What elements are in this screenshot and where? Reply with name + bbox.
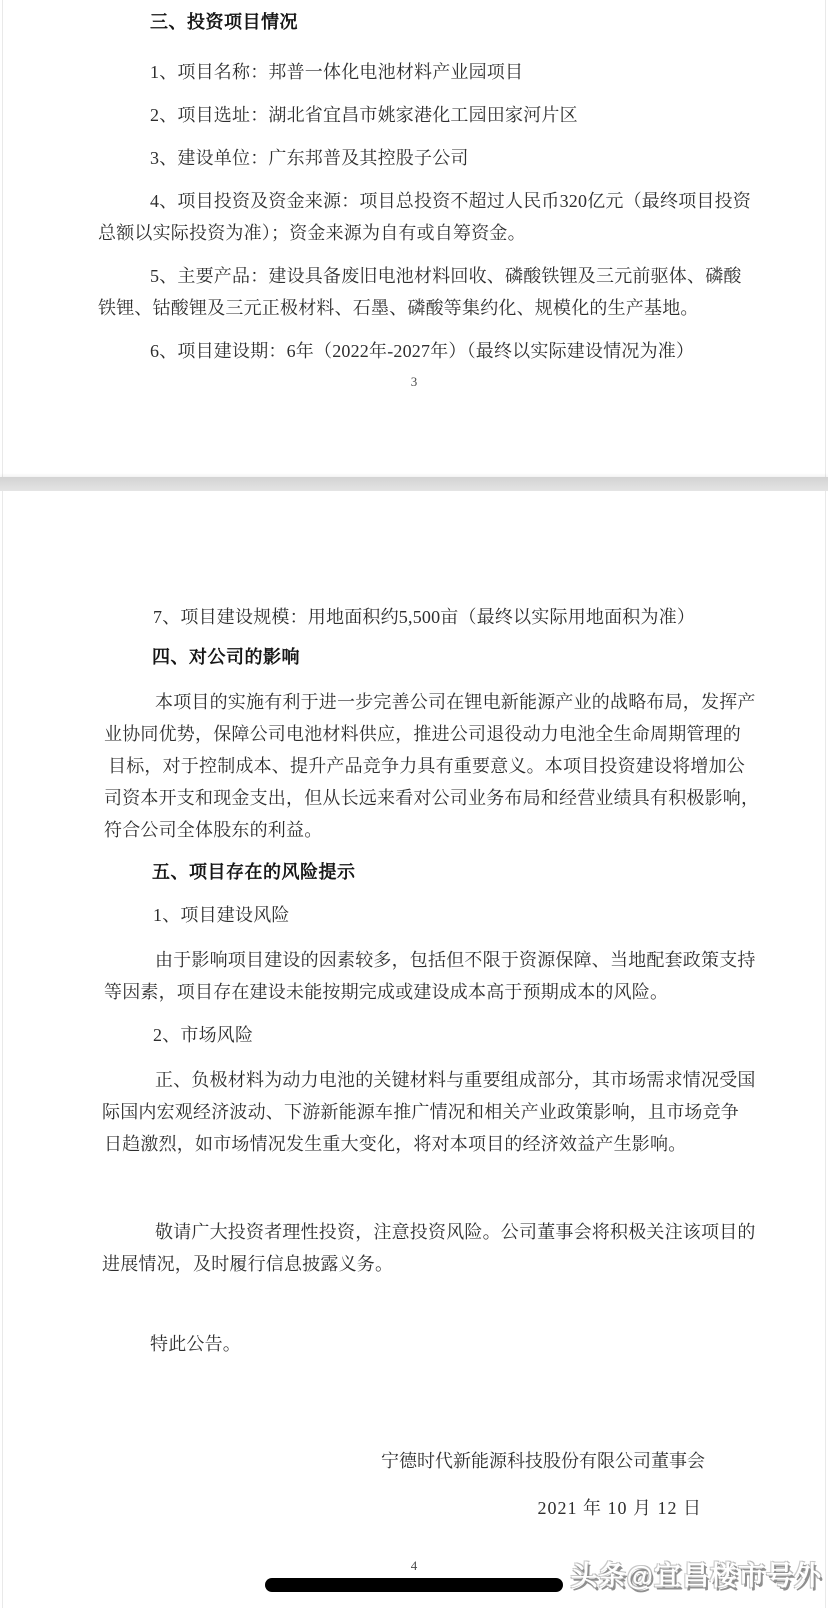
- doc-line: 4、项目投资及资金来源：项目总投资不超过人民币320亿元（最终项目投资: [150, 191, 751, 211]
- doc-line: 7、项目建设规模：用地面积约5,500亩（最终以实际用地面积为准）: [153, 607, 696, 627]
- doc-line: 5、主要产品：建设具备废旧电池材料回收、磷酸铁锂及三元前驱体、磷酸: [150, 266, 742, 286]
- section-heading-5: 五、项目存在的风险提示: [152, 862, 356, 882]
- doc-line: 1、项目名称：邦普一体化电池材料产业园项目: [150, 62, 524, 82]
- doc-line: 特此公告。: [150, 1334, 241, 1354]
- announcement-date: 2021 年 10 月 12 日: [537, 1498, 702, 1518]
- watermark-text: 头条@宜昌楼市号外: [570, 1561, 822, 1591]
- doc-line: 等因素，项目存在建设未能按期完成或建设成本高于预期成本的风险。: [104, 982, 669, 1002]
- doc-line: 1、项目建设风险: [153, 905, 290, 925]
- doc-line: 敬请广大投资者理性投资，注意投资风险。公司董事会将积极关注该项目的: [155, 1222, 756, 1242]
- doc-line: 2、项目选址：湖北省宜昌市姚家港化工园田家河片区: [150, 105, 578, 125]
- doc-line: 日趋激烈，如市场情况发生重大变化，将对本项目的经济效益产生影响。: [104, 1134, 687, 1154]
- doc-line: 目标，对于控制成本、提升产品竞争力具有重要意义。本项目投资建设将增加公: [108, 756, 745, 776]
- doc-line: 本项目的实施有利于进一步完善公司在锂电新能源产业的战略布局，发挥产: [155, 692, 756, 712]
- page-number-3: 3: [410, 374, 418, 389]
- section-heading-3: 三、投资项目情况: [150, 12, 298, 32]
- doc-line: 进展情况，及时履行信息披露义务。: [102, 1254, 394, 1274]
- doc-line: 3、建设单位：广东邦普及其控股子公司: [150, 148, 469, 168]
- page-3: [0, 0, 828, 477]
- page-4: [0, 491, 828, 1608]
- doc-line: 业协同优势，保障公司电池材料供应，推进公司退役动力电池全生命周期管理的: [104, 724, 741, 744]
- doc-line: 正、负极材料为动力电池的关键材料与重要组成部分，其市场需求情况受国: [155, 1070, 756, 1090]
- redaction-bar: [265, 1578, 563, 1592]
- toutiao-watermark: [571, 1554, 822, 1593]
- doc-line: 6、项目建设期：6年（2022年-2027年）（最终以实际建设情况为准）: [150, 341, 695, 361]
- doc-line: 2、市场风险: [153, 1025, 254, 1045]
- doc-line: 铁锂、钴酸锂及三元正极材料、石墨、磷酸等集约化、规模化的生产基地。: [98, 298, 699, 318]
- doc-line: 际国内宏观经济波动、下游新能源车推广情况和相关产业政策影响，且市场竞争: [102, 1102, 739, 1122]
- doc-line: 司资本开支和现金支出，但从长远来看对公司业务布局和经营业绩具有积极影响，: [104, 788, 760, 808]
- board-signature: 宁德时代新能源科技股份有限公司董事会: [381, 1451, 705, 1471]
- doc-line: 总额以实际投资为准）；资金来源为自有或自筹资金。: [98, 223, 526, 243]
- doc-line: 由于影响项目建设的因素较多，包括但不限于资源保障、当地配套政策支持: [155, 950, 756, 970]
- page-separator: [0, 477, 828, 491]
- section-heading-4: 四、对公司的影响: [152, 647, 300, 667]
- page-number-4: 4: [410, 1558, 418, 1573]
- doc-line: 符合公司全体股东的利益。: [104, 820, 323, 840]
